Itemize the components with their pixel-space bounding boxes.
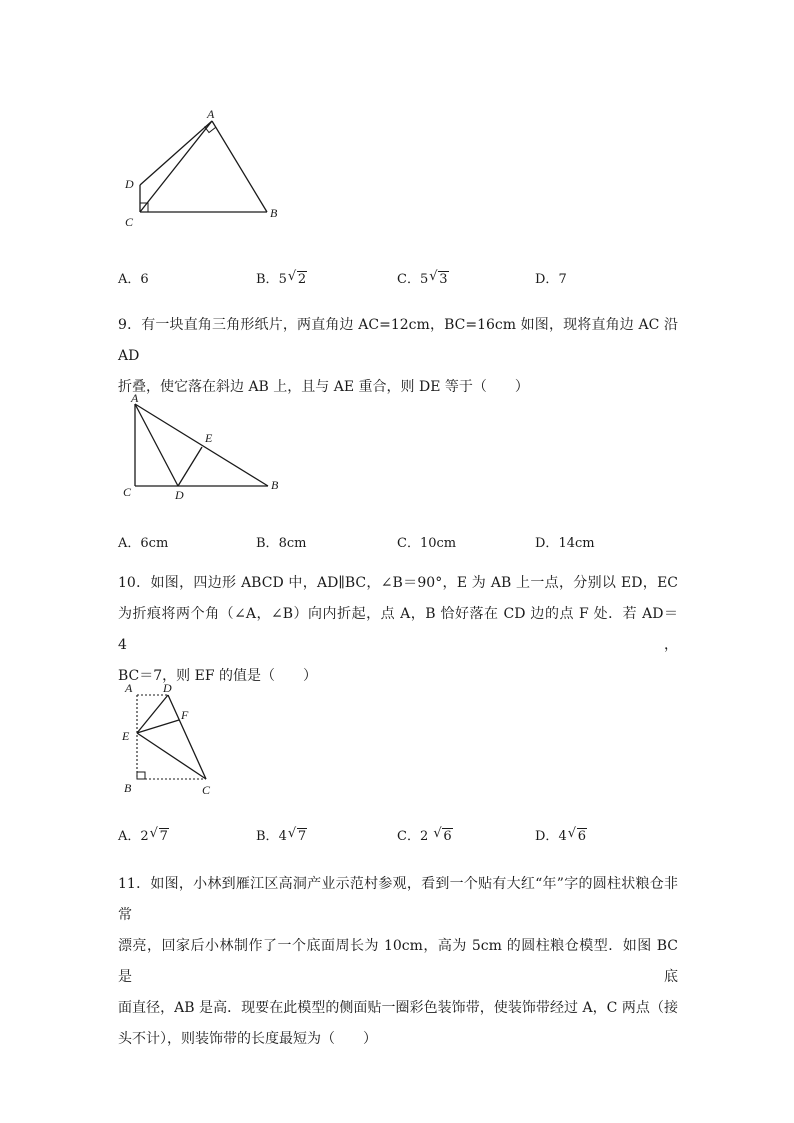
q10-segment-ED bbox=[137, 695, 168, 733]
q9-segment-AD bbox=[135, 404, 178, 486]
q10-label-C: C bbox=[202, 783, 211, 797]
q10-right-angle-B bbox=[137, 772, 145, 779]
q10-option-c[interactable]: C．2 √ 6 bbox=[397, 826, 452, 844]
q8-option-a[interactable]: A．6 bbox=[118, 272, 149, 287]
q9-option-b[interactable]: B．8cm bbox=[256, 536, 307, 551]
sqrt-symbol: √ 2 bbox=[287, 269, 307, 287]
q10-option-d[interactable]: D．4 √ 6 bbox=[535, 826, 586, 844]
q8-options bbox=[118, 268, 718, 290]
q8-label-B: B bbox=[270, 206, 278, 220]
q8-label-A: A bbox=[207, 107, 215, 121]
q10-figure bbox=[118, 678, 228, 800]
q9-option-a[interactable]: A．6cm bbox=[118, 536, 169, 551]
q9-label-B: B bbox=[271, 478, 279, 492]
q10-option-b[interactable]: B．4 √ 7 bbox=[256, 826, 307, 844]
q10-stem bbox=[118, 568, 678, 692]
q11-line-2: 漂亮，回家后小林制作了一个底面周长为 10cm，高为 5cm 的圆柱粮仓模型．如图 BC 是底 bbox=[118, 938, 678, 985]
q8-segment-AB bbox=[212, 121, 267, 212]
q11-line-4: 头不计），则装饰带的长度最短为（ ） bbox=[118, 1031, 377, 1047]
q10-segment-EF bbox=[137, 720, 179, 733]
q9-options bbox=[118, 532, 718, 554]
q8-option-c[interactable]: C．5 √ 3 bbox=[397, 269, 448, 287]
q10-label-A: A bbox=[125, 681, 133, 695]
q8-segment-DA bbox=[140, 121, 212, 185]
q10-options bbox=[118, 825, 718, 847]
q10-label-E: E bbox=[122, 729, 130, 743]
q10-label-F: F bbox=[181, 708, 189, 722]
q9-segment-AB bbox=[135, 404, 268, 486]
q9-option-d[interactable]: D．14cm bbox=[535, 536, 595, 551]
q8-segment-AC bbox=[140, 121, 212, 212]
q9-option-c[interactable]: C．10cm bbox=[397, 536, 457, 551]
q10-line-1: 10．如图，四边形 ABCD 中，AD∥BC，∠B＝90°，E 为 AB 上一点，分别以 ED，EC bbox=[118, 575, 678, 591]
sqrt-symbol: √ 3 bbox=[429, 269, 448, 287]
q9-label-E: E bbox=[205, 431, 213, 445]
q9-label-C: C bbox=[123, 485, 132, 499]
q8-option-b[interactable]: B．5 √ 2 bbox=[256, 269, 307, 287]
q11-stem bbox=[118, 869, 678, 1055]
q9-figure bbox=[118, 390, 293, 505]
q11-line-1: 11．如图，小林到雁江区高洞产业示范村参观，看到一个贴有大红“年”字的圆柱状粮仓非常 bbox=[118, 876, 678, 923]
q11-line-3: 面直径，AB 是高．现要在此模型的侧面贴一圈彩色装饰带，使装饰带经过 A，C 两点（接 bbox=[118, 1000, 678, 1016]
q9-line-1: 9．有一块直角三角形纸片，两直角边 AC=12cm，BC=16cm 如图，现将直角边 AC 沿 AD bbox=[118, 317, 678, 364]
q10-line-2: 为折痕将两个角（∠A，∠B）向内折起，点 A，B 恰好落在 CD 边的点 F 处．若 AD＝4， bbox=[118, 606, 678, 653]
q10-line-3: BC＝7，则 EF 的值是（ ） bbox=[118, 668, 318, 684]
q8-option-d[interactable]: D．7 bbox=[535, 272, 567, 287]
q9-line-2: 折叠，使它落在斜边 AB 上，且与 AE 重合，则 DE 等于（ ） bbox=[118, 379, 529, 395]
sqrt-symbol: √ 6 bbox=[567, 826, 586, 844]
q9-segment-DE bbox=[178, 447, 202, 486]
q9-label-D: D bbox=[175, 488, 184, 502]
q8-label-C: C bbox=[125, 215, 134, 229]
sqrt-symbol: √ 6 bbox=[433, 826, 452, 844]
sqrt-symbol: √ 7 bbox=[287, 826, 307, 844]
q10-label-D: D bbox=[163, 681, 172, 695]
q8-label-D: D bbox=[125, 177, 134, 191]
q10-label-B: B bbox=[124, 781, 132, 795]
q8-figure bbox=[118, 105, 288, 230]
q10-option-a[interactable]: A．2 √ 7 bbox=[118, 826, 168, 844]
sqrt-symbol: √ 7 bbox=[149, 826, 168, 844]
q9-label-A: A bbox=[131, 391, 139, 405]
